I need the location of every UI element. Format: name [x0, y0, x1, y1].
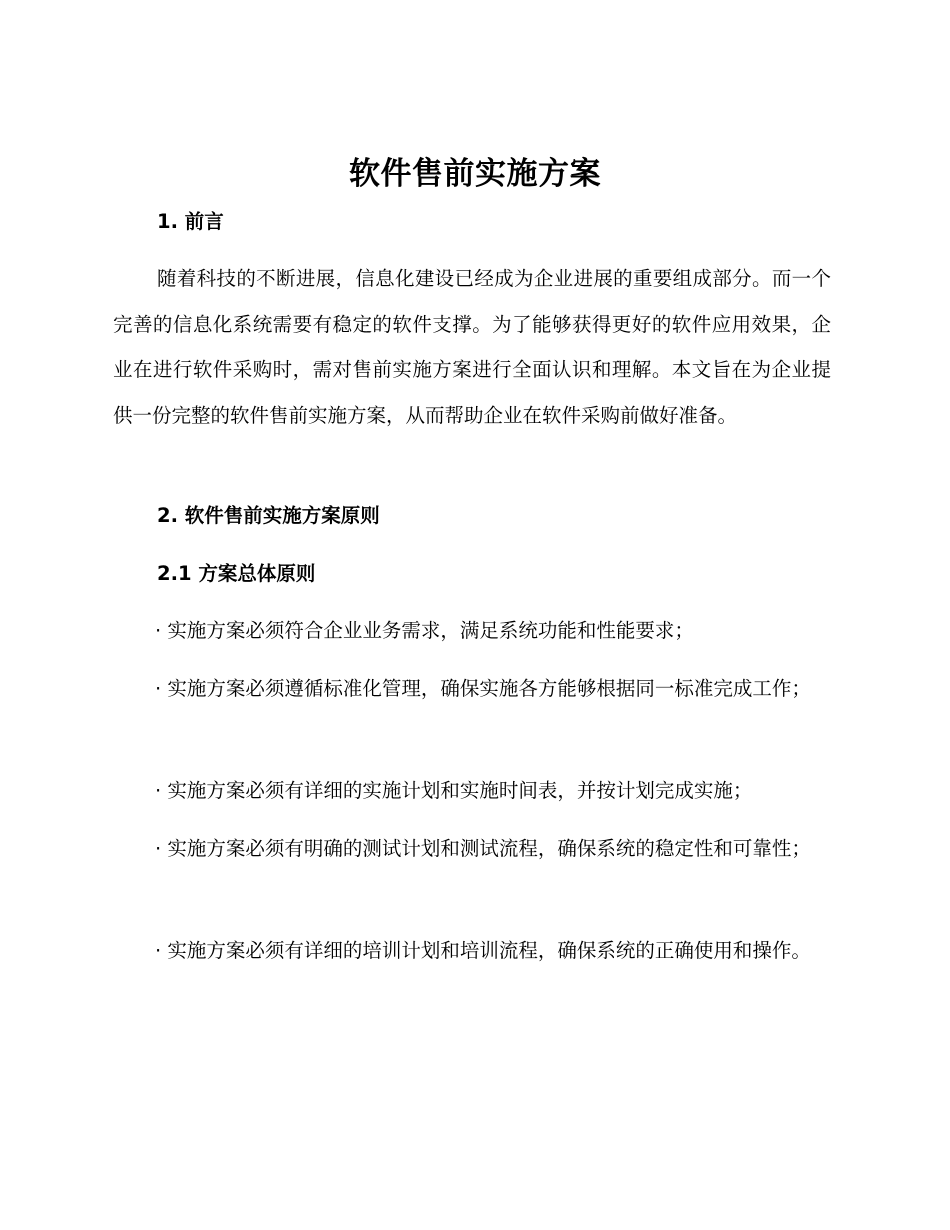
section-heading-principles: 2. 软件售前实施方案原则 [157, 504, 380, 527]
document-title: 软件售前实施方案 [349, 156, 601, 192]
principle-list-item: · 实施方案必须有明确的测试计划和测试流程，确保系统的稳定性和可靠性； [155, 837, 811, 860]
preface-paragraph: 随着科技的不断进展，信息化建设已经成为企业进展的重要组成部分。而一个完善的信息化系统需要有稳定的软件支撑。为了能够获得更好的软件应用效果，企业在进行软件采购时，需对售前实施方案进行全面认识和理解。本文旨在为企业提供一份完整的软件售前实施方案，从而帮助企业在软件采购前做好准备。 [113, 267, 831, 427]
section-heading-overall-principles: 2.1 方案总体原则 [157, 562, 316, 585]
principle-list-item: · 实施方案必须符合企业业务需求，满足系统功能和性能要求； [155, 619, 694, 642]
principle-list-item: · 实施方案必须有详细的培训计划和培训流程，确保系统的正确使用和操作。 [155, 939, 811, 962]
principle-list-item: · 实施方案必须有详细的实施计划和实施时间表，并按计划完成实施； [155, 779, 753, 802]
section-heading-preface: 1. 前言 [157, 210, 224, 233]
principle-list-item: · 实施方案必须遵循标准化管理，确保实施各方能够根据同一标准完成工作； [155, 677, 811, 700]
